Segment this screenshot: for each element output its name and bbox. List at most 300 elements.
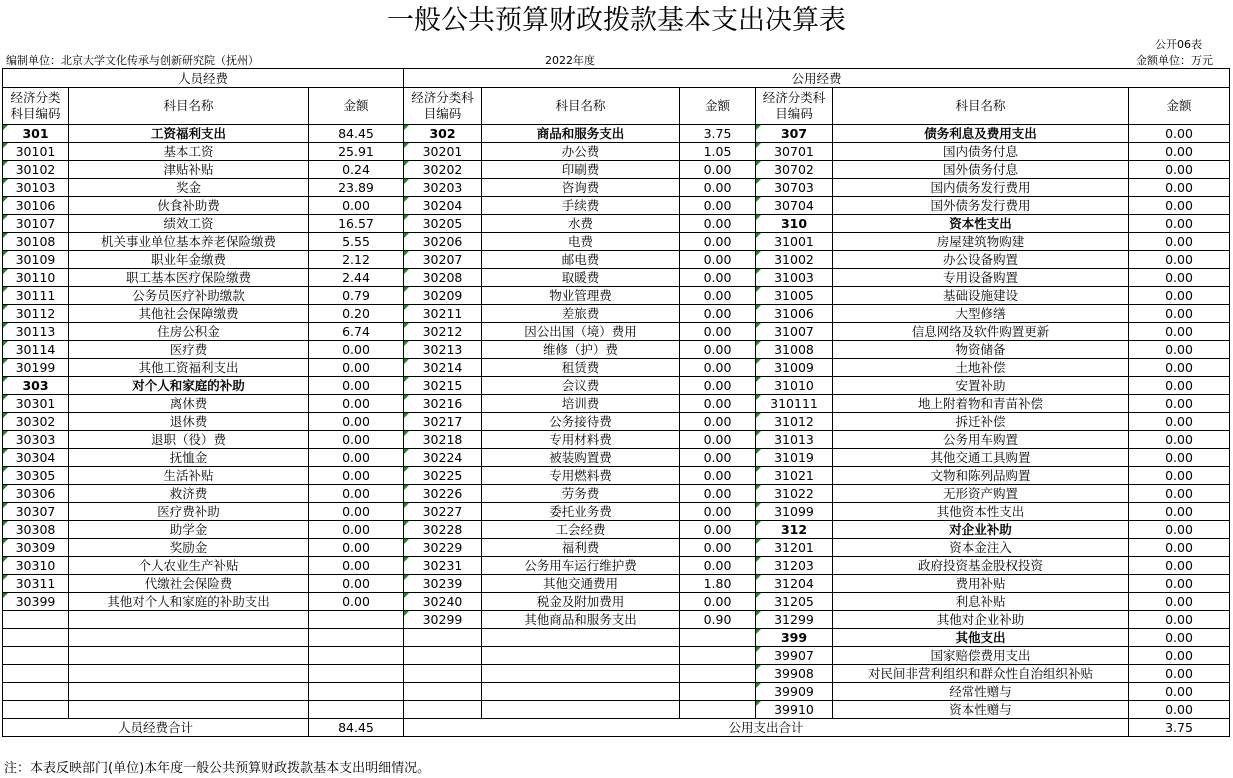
other-amount-cell: 0.00 [1129,377,1230,395]
other-name-cell: 国内债务发行费用 [833,179,1129,197]
table-row [3,341,1230,359]
goods-amount-cell: 0.00 [680,467,756,485]
other-name-cell: 国外债务发行费用 [833,197,1129,215]
other-code-cell: 31203 [756,557,833,575]
goods-empty-cell [482,665,680,683]
goods-name-cell: 其他商品和服务支出 [482,611,680,629]
personnel-code-cell: 30101 [3,143,69,161]
table-row [3,575,1230,593]
goods-amount-cell: 0.00 [680,377,756,395]
personnel-amount-cell: 0.00 [309,575,404,593]
personnel-amount-cell: 0.00 [309,341,404,359]
table-row [3,215,1230,233]
goods-code-cell: 30207 [404,251,482,269]
table-row [3,197,1230,215]
table-row [3,395,1230,413]
table-row [3,305,1230,323]
personnel-code-cell: 30302 [3,413,69,431]
personnel-amount-cell: 84.45 [309,125,404,143]
other-code-cell: 31009 [756,359,833,377]
public-header: 公用经费 [404,69,1230,88]
goods-code-cell: 30213 [404,341,482,359]
other-amount-cell: 0.00 [1129,287,1230,305]
goods-name-cell: 邮电费 [482,251,680,269]
personnel-name-cell: 住房公积金 [69,323,309,341]
personnel-code-cell: 30306 [3,485,69,503]
personnel-code-cell: 301 [3,125,69,143]
personnel-amount-cell: 0.00 [309,431,404,449]
other-amount-cell: 0.00 [1129,467,1230,485]
goods-code-cell: 30217 [404,413,482,431]
personnel-code-cell: 30199 [3,359,69,377]
other-code-cell: 31006 [756,305,833,323]
goods-amount-cell: 0.00 [680,215,756,233]
personnel-code-cell: 30108 [3,233,69,251]
name-header: 科目名称 [833,88,1129,125]
other-code-cell: 31299 [756,611,833,629]
table-row [3,377,1230,395]
personnel-amount-cell: 2.12 [309,251,404,269]
goods-amount-cell: 0.00 [680,251,756,269]
personnel-code-cell: 30102 [3,161,69,179]
goods-empty-cell [482,683,680,701]
goods-name-cell: 工会经费 [482,521,680,539]
other-name-cell: 国家赔偿费用支出 [833,647,1129,665]
other-name-cell: 其他对企业补助 [833,611,1129,629]
goods-code-cell: 30228 [404,521,482,539]
goods-code-cell: 30202 [404,161,482,179]
table-row [3,593,1230,611]
goods-name-cell: 福利费 [482,539,680,557]
personnel-name-cell: 个人农业生产补贴 [69,557,309,575]
other-code-cell: 39908 [756,665,833,683]
personnel-name-cell: 代缴社会保险费 [69,575,309,593]
personnel-code-cell: 30305 [3,467,69,485]
column-header-row [3,88,1230,125]
goods-empty-cell [404,701,482,719]
other-code-cell: 31201 [756,539,833,557]
goods-name-cell: 水费 [482,215,680,233]
personnel-name-cell: 基本工资 [69,143,309,161]
other-amount-cell: 0.00 [1129,161,1230,179]
goods-empty-cell [680,629,756,647]
goods-empty-cell [404,683,482,701]
compiling-unit: 编制单位：北京大学文化传承与创新研究院（抚州） [6,54,259,67]
other-amount-cell: 0.00 [1129,683,1230,701]
goods-code-cell: 30205 [404,215,482,233]
personnel-empty-cell [3,611,69,629]
personnel-code-cell: 30103 [3,179,69,197]
name-header: 科目名称 [482,88,680,125]
table-row [3,611,1230,629]
goods-code-cell: 30299 [404,611,482,629]
other-name-cell: 文物和陈列品购置 [833,467,1129,485]
personnel-empty-cell [309,629,404,647]
personnel-empty-cell [69,611,309,629]
personnel-code-cell: 30311 [3,575,69,593]
personnel-code-cell: 30308 [3,521,69,539]
goods-name-cell: 培训费 [482,395,680,413]
personnel-code-cell: 30110 [3,269,69,287]
goods-empty-cell [680,683,756,701]
goods-name-cell: 其他交通费用 [482,575,680,593]
other-name-cell: 信息网络及软件购置更新 [833,323,1129,341]
table-row [3,233,1230,251]
other-code-cell: 310 [756,215,833,233]
personnel-name-cell: 工资福利支出 [69,125,309,143]
table-row [3,431,1230,449]
goods-code-cell: 30224 [404,449,482,467]
table-row [3,647,1230,665]
goods-name-cell: 专用材料费 [482,431,680,449]
personnel-amount-cell: 25.91 [309,143,404,161]
other-name-cell: 资本性赠与 [833,701,1129,719]
other-code-cell: 310111 [756,395,833,413]
goods-empty-cell [680,647,756,665]
table-row [3,629,1230,647]
goods-amount-cell: 0.00 [680,287,756,305]
goods-amount-cell: 0.00 [680,395,756,413]
personnel-empty-cell [309,611,404,629]
other-name-cell: 其他交通工具购置 [833,449,1129,467]
amount-header: 金额 [680,88,756,125]
personnel-name-cell: 对个人和家庭的补助 [69,377,309,395]
form-number: 公开06表 [1155,38,1202,51]
personnel-amount-cell: 6.74 [309,323,404,341]
goods-name-cell: 物业管理费 [482,287,680,305]
personnel-name-cell: 抚恤金 [69,449,309,467]
other-code-cell: 31022 [756,485,833,503]
other-name-cell: 债务利息及费用支出 [833,125,1129,143]
other-name-cell: 资本性支出 [833,215,1129,233]
goods-code-cell: 30211 [404,305,482,323]
personnel-name-cell: 职业年金缴费 [69,251,309,269]
page-title: 一般公共预算财政拨款基本支出决算表 [387,5,846,36]
goods-amount-cell: 0.90 [680,611,756,629]
goods-amount-cell: 0.00 [680,179,756,197]
personnel-amount-cell: 0.00 [309,359,404,377]
personnel-empty-cell [309,665,404,683]
other-amount-cell: 0.00 [1129,431,1230,449]
table-row [3,485,1230,503]
other-code-cell: 31003 [756,269,833,287]
personnel-amount-cell: 5.55 [309,233,404,251]
personnel-amount-cell: 0.20 [309,305,404,323]
other-code-cell: 31205 [756,593,833,611]
personnel-empty-cell [69,665,309,683]
other-code-cell: 31002 [756,251,833,269]
personnel-name-cell: 奖励金 [69,539,309,557]
other-name-cell: 基础设施建设 [833,287,1129,305]
currency-unit: 金额单位：万元 [1136,54,1213,67]
other-name-cell: 国内债务付息 [833,143,1129,161]
personnel-name-cell: 绩效工资 [69,215,309,233]
other-amount-cell: 0.00 [1129,179,1230,197]
table-row [3,287,1230,305]
personnel-code-cell: 30106 [3,197,69,215]
personnel-code-cell: 30304 [3,449,69,467]
personnel-amount-cell: 0.00 [309,557,404,575]
personnel-amount-cell: 0.00 [309,449,404,467]
goods-amount-cell: 1.80 [680,575,756,593]
goods-name-cell: 印刷费 [482,161,680,179]
personnel-code-cell: 30307 [3,503,69,521]
other-name-cell: 房屋建筑物购建 [833,233,1129,251]
other-amount-cell: 0.00 [1129,341,1230,359]
goods-name-cell: 公务接待费 [482,413,680,431]
table-row [3,521,1230,539]
goods-code-cell: 30225 [404,467,482,485]
personnel-empty-cell [3,701,69,719]
goods-code-cell: 30239 [404,575,482,593]
personnel-code-cell: 30113 [3,323,69,341]
other-name-cell: 专用设备购置 [833,269,1129,287]
expenditure-table [2,68,1230,737]
goods-name-cell: 税金及附加费用 [482,593,680,611]
personnel-code-cell: 30111 [3,287,69,305]
goods-code-cell: 30212 [404,323,482,341]
other-name-cell: 经常性赠与 [833,683,1129,701]
other-amount-cell: 0.00 [1129,665,1230,683]
other-amount-cell: 0.00 [1129,251,1230,269]
other-amount-cell: 0.00 [1129,557,1230,575]
other-amount-cell: 0.00 [1129,197,1230,215]
goods-amount-cell: 0.00 [680,485,756,503]
other-amount-cell: 0.00 [1129,413,1230,431]
goods-empty-cell [404,647,482,665]
goods-amount-cell: 1.05 [680,143,756,161]
other-code-cell: 399 [756,629,833,647]
totals-row [3,719,1230,737]
table-row [3,125,1230,143]
personnel-code-cell: 30309 [3,539,69,557]
goods-amount-cell: 0.00 [680,305,756,323]
goods-code-cell: 30203 [404,179,482,197]
other-code-cell: 30704 [756,197,833,215]
personnel-name-cell: 其他对个人和家庭的补助支出 [69,593,309,611]
personnel-header: 人员经费 [3,69,404,88]
goods-name-cell: 委托业务费 [482,503,680,521]
personnel-name-cell: 公务员医疗补助缴款 [69,287,309,305]
other-amount-cell: 0.00 [1129,611,1230,629]
other-code-cell: 31008 [756,341,833,359]
other-name-cell: 拆迁补偿 [833,413,1129,431]
personnel-name-cell: 其他工资福利支出 [69,359,309,377]
other-code-cell: 307 [756,125,833,143]
goods-amount-cell: 0.00 [680,593,756,611]
table-row [3,683,1230,701]
goods-name-cell: 取暖费 [482,269,680,287]
other-code-cell: 31021 [756,467,833,485]
other-amount-cell: 0.00 [1129,233,1230,251]
other-name-cell: 利息补贴 [833,593,1129,611]
personnel-name-cell: 离休费 [69,395,309,413]
goods-code-cell: 30218 [404,431,482,449]
goods-name-cell: 租赁费 [482,359,680,377]
goods-name-cell: 电费 [482,233,680,251]
personnel-empty-cell [309,647,404,665]
table-row [3,143,1230,161]
goods-code-cell: 30227 [404,503,482,521]
table-row [3,269,1230,287]
other-code-cell: 31005 [756,287,833,305]
other-amount-cell: 0.00 [1129,629,1230,647]
personnel-name-cell: 其他社会保障缴费 [69,305,309,323]
table-row [3,467,1230,485]
other-amount-cell: 0.00 [1129,485,1230,503]
goods-code-cell: 30215 [404,377,482,395]
personnel-amount-cell: 0.00 [309,593,404,611]
other-amount-cell: 0.00 [1129,215,1230,233]
goods-amount-cell: 0.00 [680,431,756,449]
personnel-name-cell: 机关事业单位基本养老保险缴费 [69,233,309,251]
personnel-amount-cell: 23.89 [309,179,404,197]
table-row [3,539,1230,557]
other-name-cell: 对企业补助 [833,521,1129,539]
personnel-amount-cell: 0.00 [309,467,404,485]
other-name-cell: 国外债务付息 [833,161,1129,179]
other-code-cell: 31001 [756,233,833,251]
goods-name-cell: 差旅费 [482,305,680,323]
public-total-label: 公用支出合计 [404,719,1129,737]
other-amount-cell: 0.00 [1129,323,1230,341]
table-row [3,503,1230,521]
personnel-name-cell: 津贴补贴 [69,161,309,179]
goods-amount-cell: 0.00 [680,233,756,251]
other-name-cell: 办公设备购置 [833,251,1129,269]
other-name-cell: 费用补贴 [833,575,1129,593]
goods-empty-cell [482,629,680,647]
personnel-code-cell: 30109 [3,251,69,269]
personnel-amount-cell: 0.00 [309,395,404,413]
goods-code-cell: 30214 [404,359,482,377]
goods-name-cell: 公务用车运行维护费 [482,557,680,575]
goods-amount-cell: 0.00 [680,539,756,557]
table-body [3,69,1230,737]
goods-code-cell: 30209 [404,287,482,305]
goods-code-cell: 30206 [404,233,482,251]
code-header: 经济分类科目编码 [404,88,482,125]
personnel-amount-cell: 0.79 [309,287,404,305]
personnel-code-cell: 30107 [3,215,69,233]
amount-header: 金额 [309,88,404,125]
table-row [3,359,1230,377]
other-name-cell: 安置补助 [833,377,1129,395]
table-row [3,179,1230,197]
personnel-amount-cell: 2.44 [309,269,404,287]
other-code-cell: 30702 [756,161,833,179]
goods-empty-cell [404,629,482,647]
goods-amount-cell: 0.00 [680,557,756,575]
goods-name-cell: 因公出国（境）费用 [482,323,680,341]
personnel-empty-cell [3,665,69,683]
personnel-amount-cell: 0.00 [309,503,404,521]
goods-amount-cell: 0.00 [680,503,756,521]
other-name-cell: 公务用车购置 [833,431,1129,449]
personnel-name-cell: 退休费 [69,413,309,431]
table-row [3,161,1230,179]
personnel-code-cell: 30399 [3,593,69,611]
goods-code-cell: 30201 [404,143,482,161]
goods-name-cell: 办公费 [482,143,680,161]
goods-code-cell: 30226 [404,485,482,503]
personnel-amount-cell: 0.00 [309,521,404,539]
personnel-empty-cell [69,629,309,647]
goods-name-cell: 会议费 [482,377,680,395]
goods-code-cell: 30216 [404,395,482,413]
personnel-code-cell: 30301 [3,395,69,413]
personnel-amount-cell: 0.00 [309,539,404,557]
other-code-cell: 312 [756,521,833,539]
other-amount-cell: 0.00 [1129,125,1230,143]
goods-name-cell: 商品和服务支出 [482,125,680,143]
other-code-cell: 31012 [756,413,833,431]
personnel-total-amount: 84.45 [309,719,404,737]
personnel-empty-cell [3,647,69,665]
goods-name-cell: 手续费 [482,197,680,215]
other-amount-cell: 0.00 [1129,539,1230,557]
goods-code-cell: 30204 [404,197,482,215]
goods-amount-cell: 0.00 [680,323,756,341]
personnel-empty-cell [3,683,69,701]
other-code-cell: 31007 [756,323,833,341]
other-name-cell: 对民间非营利组织和群众性自治组织补贴 [833,665,1129,683]
personnel-amount-cell: 0.24 [309,161,404,179]
other-amount-cell: 0.00 [1129,593,1230,611]
other-code-cell: 31019 [756,449,833,467]
personnel-total-label: 人员经费合计 [3,719,309,737]
other-name-cell: 地上附着物和青苗补偿 [833,395,1129,413]
table-row [3,557,1230,575]
table-row [3,701,1230,719]
other-code-cell: 31013 [756,431,833,449]
table-row [3,413,1230,431]
table-row [3,323,1230,341]
code-header: 经济分类科目编码 [756,88,833,125]
personnel-name-cell: 医疗费补助 [69,503,309,521]
personnel-code-cell: 303 [3,377,69,395]
other-code-cell: 30701 [756,143,833,161]
personnel-name-cell: 伙食补助费 [69,197,309,215]
other-amount-cell: 0.00 [1129,395,1230,413]
other-amount-cell: 0.00 [1129,269,1230,287]
name-header: 科目名称 [69,88,309,125]
table-row [3,449,1230,467]
goods-code-cell: 30231 [404,557,482,575]
other-name-cell: 大型修缮 [833,305,1129,323]
goods-code-cell: 30240 [404,593,482,611]
other-code-cell: 39907 [756,647,833,665]
goods-name-cell: 维修（护）费 [482,341,680,359]
other-code-cell: 31204 [756,575,833,593]
table-row [3,665,1230,683]
other-name-cell: 土地补偿 [833,359,1129,377]
goods-code-cell: 302 [404,125,482,143]
other-amount-cell: 0.00 [1129,359,1230,377]
goods-empty-cell [680,665,756,683]
personnel-amount-cell: 0.00 [309,413,404,431]
personnel-name-cell: 生活补贴 [69,467,309,485]
goods-empty-cell [680,701,756,719]
other-amount-cell: 0.00 [1129,701,1230,719]
goods-amount-cell: 3.75 [680,125,756,143]
personnel-empty-cell [69,683,309,701]
code-header: 经济分类科目编码 [3,88,69,125]
other-code-cell: 39909 [756,683,833,701]
other-name-cell: 其他支出 [833,629,1129,647]
personnel-code-cell: 30310 [3,557,69,575]
goods-amount-cell: 0.00 [680,413,756,431]
